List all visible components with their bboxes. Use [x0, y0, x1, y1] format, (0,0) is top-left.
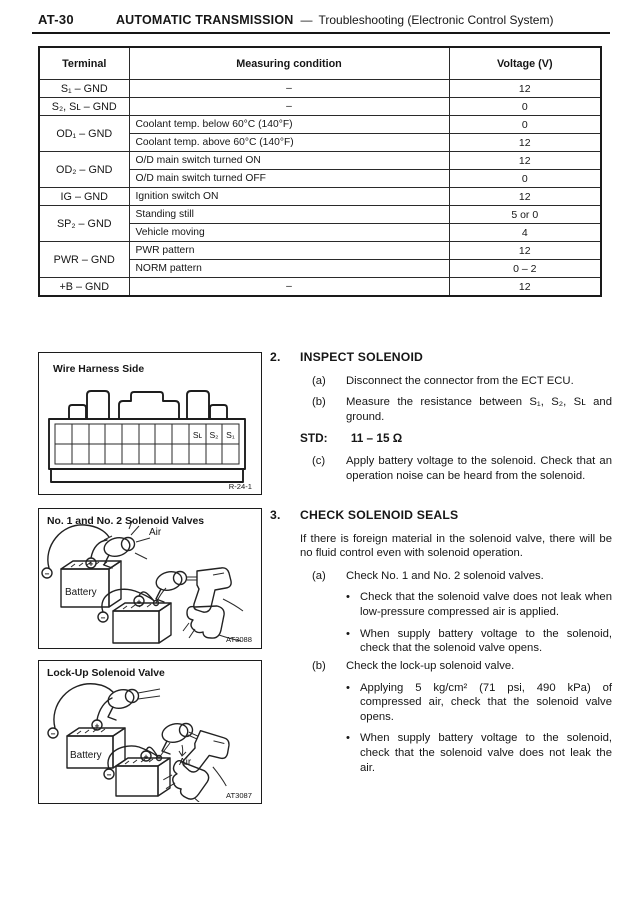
air-label: Air [149, 527, 162, 538]
bullet-dot: • [346, 681, 350, 694]
condition-cell: – [129, 278, 449, 297]
voltage-cell: 0 [449, 116, 601, 134]
bullet-text: Applying 5 kg/cm² (71 psi, 490 kPa) of compressed air, check that the solenoid valve opens. [360, 681, 612, 723]
section-title: INSPECT SOLENOID [300, 350, 424, 364]
item-text: Check No. 1 and No. 2 solenoid valves. [346, 569, 544, 582]
connector-left-step [69, 405, 86, 419]
air-gun-and-hand [183, 568, 243, 641]
section-number: 3. [270, 508, 281, 522]
condition-cell: NORM pattern [129, 260, 449, 278]
minus-symbol: − [100, 613, 106, 623]
procedure-item [312, 659, 612, 775]
table-row [39, 152, 601, 170]
terminal-cell: S₂, Sʟ – GND [39, 98, 129, 116]
plus-symbol: + [88, 559, 94, 569]
table-row [39, 206, 601, 224]
connector-base-flange [51, 469, 243, 482]
table-row [39, 98, 601, 116]
page-header [32, 12, 610, 34]
pin-label-s2: S₂ [209, 430, 219, 440]
condition-cell: O/D main switch turned ON [129, 152, 449, 170]
connector-left-tab [87, 391, 109, 419]
lockup-test-drawing [39, 661, 260, 802]
figure-ref-code: R-24-1 [228, 482, 252, 491]
figure-no12-solenoid-valves [38, 508, 262, 649]
connector-center-latch [119, 392, 179, 419]
wire-harness-connector-drawing [39, 353, 260, 493]
procedure-item [312, 395, 612, 424]
page-number: AT-30 [38, 12, 74, 27]
procedure-item [312, 569, 612, 656]
section-check-solenoid-seals [270, 508, 612, 663]
terminal-cell: IG – GND [39, 188, 129, 206]
item-label: (a) [312, 374, 326, 387]
bullet-dot: • [346, 627, 350, 640]
bullet-text: When supply battery voltage to the solenoid, check that the solenoid valve opens. [360, 627, 612, 655]
terminal-cell: S₁ – GND [39, 80, 129, 98]
figure-ref-code: AT3088 [225, 635, 252, 644]
section-check-solenoid-seals-b [270, 659, 612, 782]
voltage-cell: 12 [449, 278, 601, 297]
item-text: Measure the resistance between S₁, S₂, Sʟ and ground. [346, 396, 612, 423]
chapter-title: AUTOMATIC TRANSMISSION [115, 13, 294, 27]
section-subtitle: Troubleshooting (Electronic Control System) [318, 13, 554, 27]
figure-title: No. 1 and No. 2 Solenoid Valves [47, 516, 205, 527]
item-label: (b) [312, 660, 326, 672]
procedure-item [312, 374, 612, 389]
section-number: 2. [270, 350, 281, 364]
solenoid-valve-shape [106, 687, 160, 720]
table-row [39, 188, 601, 206]
bullet-text: When supply battery voltage to the solenoid, check that the solenoid valve does not leak the air. [360, 732, 612, 774]
voltage-cell: 12 [449, 188, 601, 206]
condition-cell: Ignition switch ON [129, 188, 449, 206]
figure-lockup-solenoid-valve [38, 660, 262, 804]
section-inspect-solenoid [270, 350, 612, 490]
item-text: Apply battery voltage to the solenoid. Check that an operation noise can be heard from the solenoid. [346, 454, 612, 482]
condition-cell: – [129, 98, 449, 116]
battery-shape [67, 728, 125, 768]
table-row [39, 80, 601, 98]
air-label: Air [179, 757, 192, 768]
condition-cell: PWR pattern [129, 242, 449, 260]
minus-symbol: − [50, 729, 56, 739]
title-separator: — [300, 13, 313, 27]
condition-cell: Standing still [129, 206, 449, 224]
air-flow-arrow [179, 745, 186, 756]
column-header-voltage: Voltage (V) [449, 47, 601, 80]
std-value: 11 – 15 Ω [350, 431, 403, 446]
table-row [39, 116, 601, 134]
battery-label: Battery [65, 587, 97, 598]
item-label: (a) [312, 569, 326, 582]
column-header-condition: Measuring condition [129, 47, 449, 80]
item-label: (c) [312, 454, 326, 467]
std-label: STD: [300, 431, 328, 446]
section-title: CHECK SOLENOID SEALS [300, 508, 459, 522]
figure-ref-code: AT3087 [225, 791, 252, 800]
bullet-item [346, 590, 612, 619]
condition-cell: Coolant temp. below 60°C (140°F) [129, 116, 449, 134]
voltage-cell: 5 or 0 [449, 206, 601, 224]
condition-cell: Coolant temp. above 60°C (140°F) [129, 134, 449, 152]
plus-symbol: + [143, 752, 149, 762]
condition-cell: Vehicle moving [129, 224, 449, 242]
figure-title: Lock-Up Solenoid Valve [47, 668, 165, 679]
wire [54, 684, 113, 731]
figure-title: Wire Harness Side [53, 364, 145, 375]
terminal-cell: +B – GND [39, 278, 129, 297]
bullet-dot: • [346, 591, 350, 604]
procedure-item [312, 454, 612, 483]
battery-shape [113, 603, 171, 643]
bullet-text: Check that the solenoid valve does not leak when low-pressure compressed air is applied. [360, 591, 612, 618]
section-heading [270, 350, 612, 365]
terminal-cell: OD₂ – GND [39, 152, 129, 188]
bullet-item [346, 627, 612, 656]
item-label: (b) [312, 396, 326, 409]
plus-symbol: + [94, 721, 100, 731]
terminal-cell: SP₂ – GND [39, 206, 129, 242]
battery-shape [116, 758, 170, 796]
solenoid-test-drawing [39, 509, 260, 647]
plus-symbol: + [136, 597, 142, 607]
voltage-cell: 12 [449, 80, 601, 98]
table-row [39, 278, 601, 297]
voltage-cell: 0 – 2 [449, 260, 601, 278]
voltage-cell: 12 [449, 134, 601, 152]
voltage-cell: 0 [449, 170, 601, 188]
voltage-cell: 12 [449, 242, 601, 260]
pin-label-sl: Sʟ [192, 430, 203, 440]
connector-right-step [210, 405, 227, 419]
section-intro: If there is foreign material in the solenoid valve, there will be no fluid control even with solenoid operation. [300, 532, 612, 560]
voltage-cell: 4 [449, 224, 601, 242]
section-heading [270, 508, 612, 523]
voltage-cell: 0 [449, 98, 601, 116]
condition-cell: – [129, 80, 449, 98]
battery-label: Battery [70, 750, 102, 761]
pin-label-s1: S₁ [226, 430, 235, 440]
condition-cell: O/D main switch turned OFF [129, 170, 449, 188]
minus-symbol: − [44, 569, 50, 579]
voltage-table [38, 46, 602, 297]
table-row [39, 242, 601, 260]
std-spec-line [300, 431, 612, 446]
figure-wire-harness [38, 352, 262, 495]
item-text: Disconnect the connector from the ECT ECU. [346, 374, 574, 387]
wire [97, 698, 112, 720]
connector-right-tab [187, 391, 209, 419]
terminal-cell: PWR – GND [39, 242, 129, 278]
bullet-item [346, 731, 612, 775]
voltage-cell: 12 [449, 152, 601, 170]
bullet-dot: • [346, 732, 350, 745]
table-header-row [39, 47, 601, 80]
bullet-item [346, 681, 612, 725]
minus-symbol: − [106, 770, 112, 780]
item-text: Check the lock-up solenoid valve. [346, 660, 515, 672]
column-header-terminal: Terminal [39, 47, 129, 80]
terminal-cell: OD₁ – GND [39, 116, 129, 152]
